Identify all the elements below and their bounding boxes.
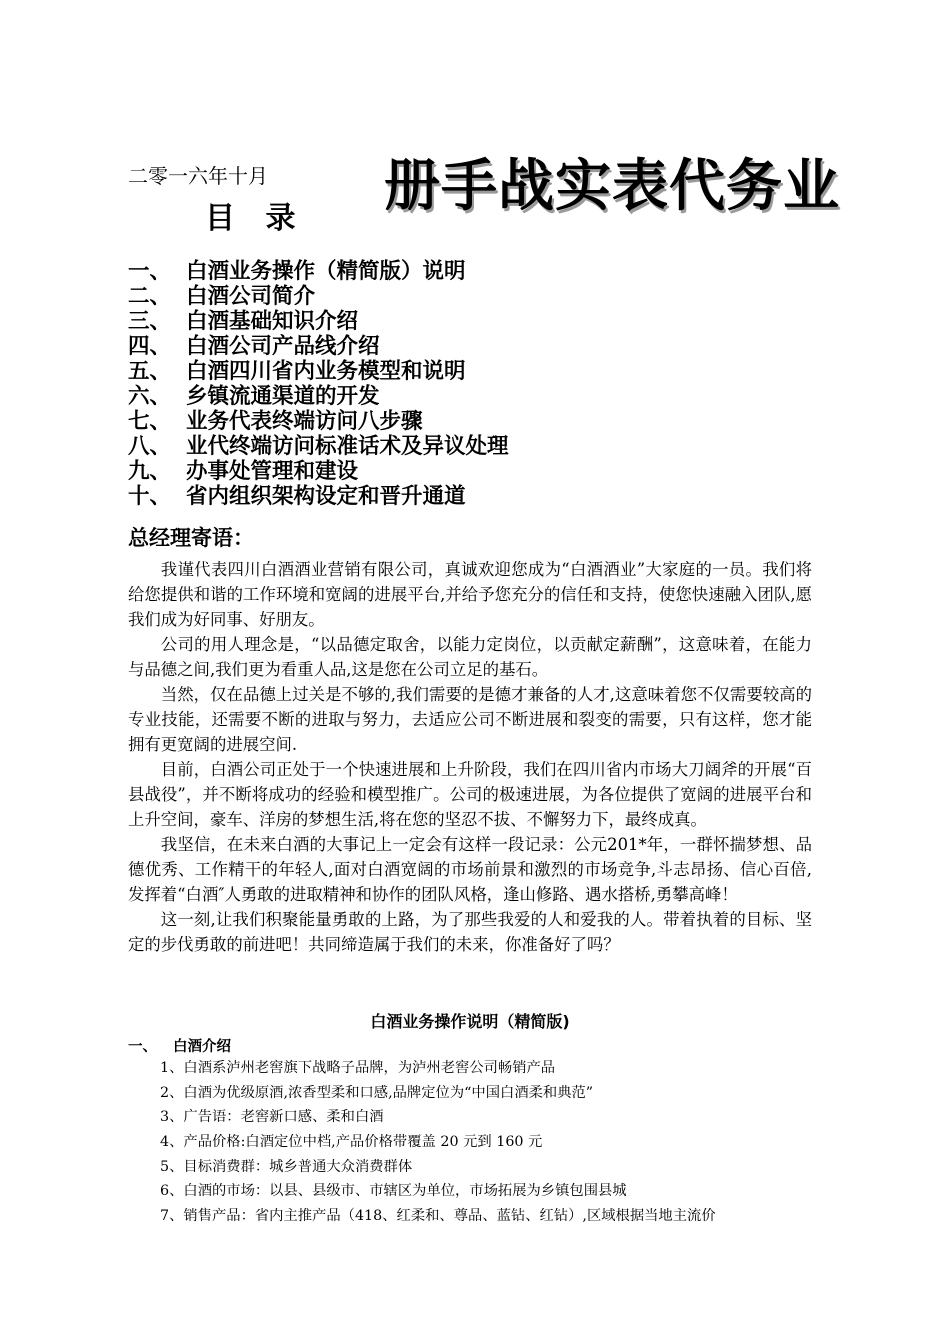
toc-item (128, 334, 509, 359)
list-item: 3、广告语：老窖新口感、柔和白酒 (160, 1109, 384, 1126)
letter-paragraph: 当然，仅在品德上过关是不够的,我们需要的是德才兼备的人才,这意味着您不仅需要较高的专业技能，还需要不断的进取与努力，去适应公司不断进展和裂变的需要，只有这样，您才能拥有更宽阔的进展空间. (128, 685, 812, 754)
toc-item-title: 乡镇流通渠道的开发 (186, 384, 380, 409)
toc-item (128, 359, 509, 384)
toc-item-number: 六、 (128, 384, 172, 409)
subsection-title: 白酒介绍 (173, 1039, 231, 1055)
table-of-contents (128, 259, 509, 509)
letter-paragraph: 这一刻,让我们积聚能量勇敢的上路，为了那些我爱的人和爱我的人。带着执着的目标、坚定的步伐勇敢的前进吧！共同缔造属于我们的未来，你准备好了吗？ (128, 910, 812, 954)
list-item: 6、白酒的市场：以县、县级市、市辖区为单位，市场拓展为乡镇包围县城 (160, 1183, 627, 1200)
intro-list (160, 1056, 840, 1229)
toc-item-number: 七、 (128, 409, 172, 434)
toc-item-title: 白酒四川省内业务模型和说明 (186, 359, 466, 384)
list-item: 2、白酒为优级原酒,浓香型柔和口感,品牌定位为“中国白酒柔和典范” (160, 1084, 594, 1101)
toc-item (128, 259, 509, 284)
letter-paragraph: 目前，白酒公司正处于一个快速进展和上升阶段，我们在四川省内市场大刀阔斧的开展“百县战役”，并不断将成功的经验和模型推广。公司的极速进展，为各位提供了宽阔的进展平台和上升空间，豪车、洋房的梦想生活,将在您的坚忍不拔、不懈努力下，最终成真。 (128, 760, 812, 829)
toc-item-number: 九、 (128, 459, 172, 484)
toc-item-title: 白酒基础知识介绍 (186, 309, 359, 334)
toc-item-title: 业代终端访问标准话术及异议处理 (186, 434, 509, 459)
toc-item-number: 三、 (128, 309, 172, 334)
toc-item-title: 白酒业务操作（精简版）说明 (186, 259, 466, 284)
subsection-heading (128, 1035, 231, 1056)
toc-item-number: 八、 (128, 434, 172, 459)
gm-letter-body (128, 557, 812, 957)
toc-item (128, 484, 509, 509)
toc-item-title: 办事处管理和建设 (186, 459, 359, 484)
letter-paragraph: 我谨代表四川白酒酒业营销有限公司，真诚欢迎您成为“白酒酒业”大家庭的一员。我们将给您提供和谐的工作环境和宽阔的进展平台,并给予您充分的信任和支持，使您快速融入团队,愿我们成为好同事、好朋友。 (128, 560, 812, 629)
toc-item-title: 白酒公司产品线介绍 (186, 334, 380, 359)
letter-heading: 总经理寄语： (128, 525, 254, 550)
toc-item-number: 四、 (128, 334, 172, 359)
toc-item (128, 284, 509, 309)
toc-heading: 目 录 (205, 201, 306, 236)
letter-paragraph: 我坚信，在未来白酒的大事记上一定会有这样一段记录：公元201*年，一群怀揣梦想、品德优秀、工作精干的年轻人,面对白酒宽阔的市场前景和激烈的市场竞争,斗志昂扬、信心百倍,发挥着“白酒″人勇敢的进取精神和协作的团队风格，逢山修路、遇水搭桥,勇攀高峰！ (128, 835, 812, 904)
toc-item-number: 一、 (128, 259, 172, 284)
toc-item-title: 业务代表终端访问八步骤 (186, 409, 423, 434)
toc-item (128, 309, 509, 334)
list-item: 4、产品价格:白酒定位中档,产品价格带覆盖 20 元到 160 元 (160, 1134, 543, 1151)
letter-paragraph: 公司的用人理念是，“以品德定取舍，以能力定岗位，以贡献定薪酬”，这意味着，在能力与品德之间,我们更为看重人品,这是您在公司立足的基石。 (128, 635, 812, 679)
toc-item-title: 省内组织架构设定和晋升通道 (186, 484, 466, 509)
toc-item-number: 二、 (128, 284, 172, 309)
toc-item-number: 五、 (128, 359, 172, 384)
manual-title: 册手战实表代务业 (384, 154, 840, 219)
toc-item (128, 409, 509, 434)
document-date: 二零一六年十月 (128, 164, 268, 188)
toc-item-number: 十、 (128, 484, 172, 509)
toc-item (128, 384, 509, 409)
toc-item (128, 434, 509, 459)
list-item: 1、白酒系泸州老窖旗下战略子品牌，为泸州老窖公司畅销产品 (160, 1060, 556, 1076)
subsection-number: 一、 (128, 1039, 157, 1055)
list-item: 7、销售产品：省内主推产品（418、红柔和、尊品、蓝钻、红钻）,区域根据当地主流价 (160, 1208, 716, 1225)
list-item: 5、目标消费群：城乡普通大众消费群体 (160, 1158, 413, 1175)
toc-item (128, 459, 509, 484)
section-heading: 白酒业务操作说明（精简版) (370, 1012, 570, 1031)
toc-item-title: 白酒公司简介 (186, 284, 316, 309)
